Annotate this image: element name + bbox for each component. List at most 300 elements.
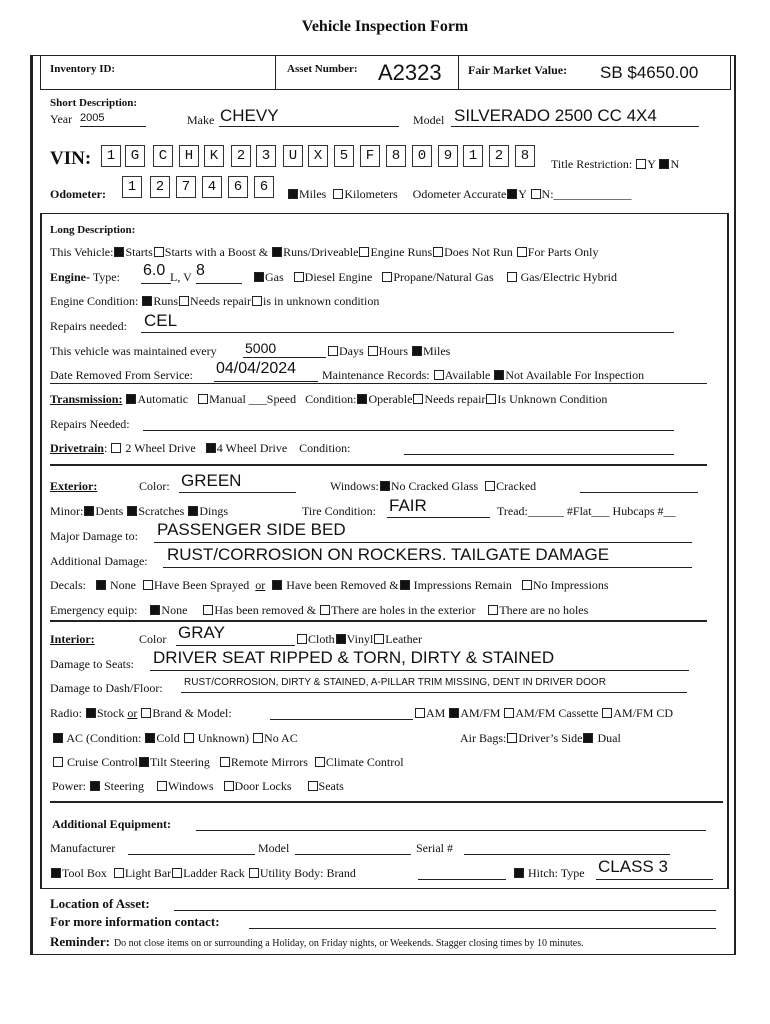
manufacturer-label: Manufacturer xyxy=(50,841,116,855)
seats-damage-line xyxy=(150,670,689,671)
ac-unknown-checkbox[interactable] xyxy=(184,733,194,743)
odo-accurate-y-checkbox[interactable] xyxy=(507,189,517,199)
vin-char-box[interactable]: X xyxy=(308,145,328,167)
hitch-checkbox[interactable] xyxy=(514,868,524,878)
hours-checkbox[interactable] xyxy=(368,346,378,356)
drivetrain-label: Drivetrain xyxy=(50,441,104,455)
title-restriction-label: Title Restriction: xyxy=(551,157,633,171)
starts-checkbox[interactable] xyxy=(114,247,124,257)
long-description-label: Long Description: xyxy=(50,224,136,236)
ac-unknown-label: Unknown) xyxy=(197,731,250,745)
has-been-removed-label: Has been removed & xyxy=(214,603,317,617)
odo-accurate-n-checkbox[interactable] xyxy=(531,189,541,199)
exterior-color-value[interactable]: GREEN xyxy=(181,471,242,490)
decals-none-checkbox[interactable] xyxy=(96,580,106,590)
no-holes-label: There are no holes xyxy=(499,603,589,617)
seats-damage-value[interactable]: DRIVER SEAT RIPPED & TORN, DIRTY & STAINED xyxy=(153,648,555,667)
form-title: Vehicle Inspection Form xyxy=(301,18,469,35)
emergency-label: Emergency equip: xyxy=(50,603,138,617)
four-wd-checkbox[interactable] xyxy=(206,443,216,453)
automatic-checkbox[interactable] xyxy=(126,394,136,404)
tread-label: Tread:______ #Flat___ Hubcaps #__ xyxy=(497,504,676,518)
engine-runs-checkbox[interactable] xyxy=(359,247,369,257)
no-impressions-label: No Impressions xyxy=(532,578,609,592)
engine-unknown-checkbox[interactable] xyxy=(252,296,262,306)
vin-char-box[interactable]: C xyxy=(153,145,173,167)
am-label: AM xyxy=(426,706,446,720)
vin-char-box[interactable]: F xyxy=(360,145,380,167)
trans-condition-label: Condition: xyxy=(305,392,357,406)
maintenance-records-row xyxy=(322,368,644,383)
vin-char-box[interactable]: U xyxy=(283,145,303,167)
brand-model-label: Brand & Model: xyxy=(152,706,232,720)
dings-label: Dings xyxy=(199,504,228,518)
days-label: Days xyxy=(339,344,364,358)
vin-char-box[interactable]: 5 xyxy=(334,145,354,167)
year-line xyxy=(80,126,146,127)
dents-checkbox[interactable] xyxy=(84,506,94,516)
for-parts-checkbox[interactable] xyxy=(517,247,527,257)
hitch-type-value[interactable]: CLASS 3 xyxy=(598,857,668,876)
reminder-label: Reminder: xyxy=(50,934,110,949)
manufacturer-line xyxy=(128,854,255,855)
dents-label: Dents xyxy=(95,504,124,518)
serial-label: Serial # xyxy=(416,841,453,855)
equip-model-label: Model xyxy=(258,841,290,855)
maintained-line xyxy=(243,357,326,358)
vin-char-box[interactable]: 3 xyxy=(256,145,276,167)
scratches-label: Scratches xyxy=(138,504,185,518)
cracked-line xyxy=(580,492,698,493)
does-not-run-label: Does Not Run xyxy=(444,245,513,259)
days-checkbox[interactable] xyxy=(328,346,338,356)
does-not-run-checkbox[interactable] xyxy=(433,247,443,257)
brand-model-checkbox[interactable] xyxy=(141,708,151,718)
fair-market-value[interactable]: SB $4650.00 xyxy=(600,63,699,82)
title-restriction xyxy=(551,157,679,172)
radio-types xyxy=(414,706,673,721)
header-divider-2 xyxy=(458,56,459,90)
engine-condition-label: Engine Condition: xyxy=(50,294,139,308)
two-wd-label: 2 Wheel Drive xyxy=(125,441,196,455)
title-n-label: N xyxy=(670,157,680,171)
drivetrain-row: Drivetrain: 2 Wheel Drive 4 Wheel Drive Condition: xyxy=(50,441,351,455)
tire-condition-label: Tire Condition: xyxy=(302,504,376,518)
date-removed-line xyxy=(214,381,318,382)
holes-checkbox[interactable] xyxy=(320,605,330,615)
model-line xyxy=(451,126,699,127)
repairs-needed-line xyxy=(141,332,674,333)
engine-condition-row xyxy=(50,294,379,309)
power-label: Power: xyxy=(52,779,86,793)
radio-row xyxy=(50,706,232,721)
records-available-label: Available xyxy=(444,368,491,382)
hours-label: Hours xyxy=(378,344,409,358)
upholstery-row xyxy=(296,632,422,647)
no-ac-label: No AC xyxy=(264,731,298,745)
odo-y-label: Y xyxy=(518,187,527,201)
vin-char-box[interactable]: 2 xyxy=(231,145,251,167)
removed-checkbox[interactable] xyxy=(272,580,282,590)
emergency-none-checkbox[interactable] xyxy=(150,605,160,615)
gas-checkbox[interactable] xyxy=(254,272,264,282)
trans-needs-repair-checkbox[interactable] xyxy=(413,394,423,404)
starts-boost-checkbox[interactable] xyxy=(154,247,164,257)
int-color-label: Color xyxy=(139,632,167,646)
make-value[interactable]: CHEVY xyxy=(220,106,279,125)
odometer-digit-box[interactable]: 4 xyxy=(202,176,222,198)
model-label: Model xyxy=(413,113,445,127)
vin-char-box[interactable]: 1 xyxy=(101,145,121,167)
odometer-label: Odometer: xyxy=(50,187,106,201)
cruise-label: Cruise Control xyxy=(67,755,138,769)
stock-checkbox[interactable] xyxy=(86,708,96,718)
maintained-units xyxy=(327,344,450,359)
emergency-none-label: None xyxy=(161,603,188,617)
kilometers-checkbox[interactable] xyxy=(333,189,343,199)
engine-liters-value[interactable]: 6.0 xyxy=(143,262,166,279)
power-steering-label: Steering xyxy=(104,779,144,793)
miles-label: Miles xyxy=(299,187,327,201)
miles-maint-label: Miles xyxy=(423,344,451,358)
brand-model-line xyxy=(270,719,413,720)
contact-label: For more information contact: xyxy=(50,914,220,929)
no-ac-checkbox[interactable] xyxy=(253,733,263,743)
door-locks-label: Door Locks xyxy=(234,779,292,793)
reminder-row xyxy=(50,933,584,951)
additional-equipment-label: Additional Equipment: xyxy=(52,817,172,831)
vin-char-box[interactable]: G xyxy=(125,145,145,167)
cruise-checkbox[interactable] xyxy=(53,757,63,767)
tilt-checkbox[interactable] xyxy=(139,757,149,767)
for-parts-label: For Parts Only xyxy=(527,245,599,259)
cracked-checkbox[interactable] xyxy=(485,481,495,491)
has-been-removed-checkbox[interactable] xyxy=(203,605,213,615)
location-line xyxy=(174,910,716,911)
tire-line xyxy=(387,517,490,518)
short-description-label: Short Description: xyxy=(50,97,138,109)
utility-body-checkbox[interactable] xyxy=(249,868,259,878)
starts-boost-label: Starts with a Boost & xyxy=(164,245,269,259)
vin-char-box[interactable]: 0 xyxy=(412,145,432,167)
engine-runs-label: Engine Runs xyxy=(370,245,433,259)
repairs-needed-value[interactable]: CEL xyxy=(144,311,178,330)
vin-char-box[interactable]: 9 xyxy=(438,145,458,167)
climate-checkbox[interactable] xyxy=(315,757,325,767)
ladder-rack-checkbox[interactable] xyxy=(172,868,182,878)
leather-checkbox[interactable] xyxy=(374,634,384,644)
engine-needs-repair-label: Needs repair xyxy=(190,294,251,308)
diesel-label: Diesel Engine xyxy=(304,270,373,284)
section-divider-2 xyxy=(50,620,707,622)
kilometers-label: Kilometers xyxy=(344,187,398,201)
windows-row xyxy=(330,479,536,494)
engine-type-label: Type: xyxy=(92,270,120,284)
additional-damage-label: Additional Damage: xyxy=(50,554,148,568)
manual-label: Manual ___Speed xyxy=(209,392,297,406)
vin-char-box[interactable]: 2 xyxy=(489,145,509,167)
odometer-digit-box[interactable]: 1 xyxy=(122,176,142,198)
starts-label: Starts xyxy=(125,245,153,259)
engine-runs-cond-label: Runs xyxy=(153,294,179,308)
engine-runs-cond-checkbox[interactable] xyxy=(142,296,152,306)
impressions-remain-checkbox[interactable] xyxy=(400,580,410,590)
trans-repairs-line xyxy=(143,430,674,431)
title-n-checkbox[interactable] xyxy=(659,159,669,169)
vin-char-box[interactable]: 8 xyxy=(386,145,406,167)
odometer-options xyxy=(287,187,632,202)
remote-mirrors-label: Remote Mirrors xyxy=(230,755,308,769)
holes-label: There are holes in the exterior xyxy=(331,603,476,617)
vehicle-status-row xyxy=(50,245,598,260)
vin-char-box[interactable]: 1 xyxy=(463,145,483,167)
transmission-row xyxy=(50,392,607,407)
sprayed-label: Have Been Sprayed xyxy=(153,578,250,592)
dash-damage-value[interactable]: RUST/CORROSION, DIRTY & STAINED, A-PILLAR TRIM MISSING, DENT IN DRIVER DOOR xyxy=(184,677,606,688)
decals-none-label: None xyxy=(109,578,136,592)
emergency-row xyxy=(50,603,588,618)
inventory-id-label: Inventory ID: xyxy=(50,63,116,75)
vin-char-box[interactable]: K xyxy=(204,145,224,167)
no-impressions-checkbox[interactable] xyxy=(522,580,532,590)
interior-label: Interior: xyxy=(50,632,95,646)
major-damage-line xyxy=(154,542,692,543)
trans-needs-repair-label: Needs repair xyxy=(424,392,486,406)
no-cracked-checkbox[interactable] xyxy=(380,481,390,491)
cloth-checkbox[interactable] xyxy=(297,634,307,644)
asset-number-label: Asset Number: xyxy=(287,63,358,75)
fair-market-value-label: Fair Market Value: xyxy=(468,63,568,77)
location-label: Location of Asset: xyxy=(50,896,150,911)
miles-checkbox[interactable] xyxy=(288,189,298,199)
hitch-line xyxy=(596,879,713,880)
year-value[interactable]: 2005 xyxy=(80,112,105,124)
section-divider-3 xyxy=(50,801,723,803)
exterior-label-row xyxy=(50,479,97,494)
dual-checkbox[interactable] xyxy=(583,733,593,743)
dings-checkbox[interactable] xyxy=(188,506,198,516)
minor-damage-row xyxy=(50,504,228,519)
ac-checkbox[interactable] xyxy=(53,733,63,743)
runs-driveable-checkbox[interactable] xyxy=(272,247,282,257)
decals-label: Decals: xyxy=(50,578,86,592)
operable-checkbox[interactable] xyxy=(357,394,367,404)
utility-brand-line xyxy=(418,879,506,880)
hitch-type-label: Hitch: Type xyxy=(528,866,585,880)
date-removed-value[interactable]: 04/04/2024 xyxy=(216,360,297,377)
date-removed-label: Date Removed From Service: xyxy=(50,368,193,382)
power-windows-checkbox[interactable] xyxy=(157,781,167,791)
maintained-value[interactable]: 5000 xyxy=(245,340,277,356)
section-divider-1 xyxy=(50,464,707,466)
remote-mirrors-checkbox[interactable] xyxy=(220,757,230,767)
drivers-side-label: Driver’s Side xyxy=(518,731,583,745)
hybrid-checkbox[interactable] xyxy=(507,272,517,282)
additional-equipment-line xyxy=(196,830,706,831)
tire-condition-value[interactable]: FAIR xyxy=(389,496,427,515)
odometer-digit-box[interactable]: 7 xyxy=(176,176,196,198)
odometer-digit-box[interactable]: 2 xyxy=(150,176,170,198)
records-not-available-label: Not Available For Inspection xyxy=(505,368,645,382)
major-damage-value[interactable]: PASSENGER SIDE BED xyxy=(157,520,346,539)
ext-color-label: Color: xyxy=(139,479,170,493)
trans-unknown-label: Is Unknown Condition xyxy=(497,392,608,406)
propane-label: Propane/Natural Gas xyxy=(393,270,494,284)
cloth-label: Cloth xyxy=(308,632,335,646)
transmission-label: Transmission: xyxy=(50,392,123,406)
ac-label: AC (Condition: xyxy=(66,731,142,745)
dash-damage-line xyxy=(181,692,687,693)
asset-number-value[interactable]: A2323 xyxy=(378,60,442,85)
amfm-cassette-checkbox[interactable] xyxy=(504,708,514,718)
engine-label: Engine- xyxy=(50,270,91,284)
repairs-needed-label: Repairs needed: xyxy=(50,319,127,333)
vinyl-label: Vinyl xyxy=(346,632,374,646)
hitch-row xyxy=(513,866,585,881)
ac-row xyxy=(52,731,298,746)
equipment-row xyxy=(50,866,356,881)
cold-label: Cold xyxy=(156,731,180,745)
radio-label: Radio: xyxy=(50,706,82,720)
climate-label: Climate Control xyxy=(325,755,404,769)
trans-repairs-label: Repairs Needed: xyxy=(50,417,130,431)
two-wd-checkbox[interactable] xyxy=(111,443,121,453)
power-windows-label: Windows xyxy=(168,779,214,793)
airbags-row xyxy=(460,731,621,746)
miles-maint-checkbox[interactable] xyxy=(412,346,422,356)
additional-damage-value[interactable]: RUST/CORROSION ON ROCKERS. TAILGATE DAMAGE xyxy=(167,545,610,564)
interior-label-row xyxy=(50,632,95,647)
propane-checkbox[interactable] xyxy=(382,272,392,282)
cracked-label: Cracked xyxy=(496,479,537,493)
amfm-cd-label: AM/FM CD xyxy=(613,706,674,720)
contact-line xyxy=(249,928,716,929)
vinyl-checkbox[interactable] xyxy=(336,634,346,644)
dual-label: Dual xyxy=(597,731,621,745)
title-y-checkbox[interactable] xyxy=(636,159,646,169)
maintenance-records-label: Maintenance Records: xyxy=(322,368,430,382)
cold-checkbox[interactable] xyxy=(145,733,155,743)
liters-line xyxy=(141,283,171,284)
engine-needs-repair-checkbox[interactable] xyxy=(179,296,189,306)
light-bar-checkbox[interactable] xyxy=(114,868,124,878)
light-bar-label: Light Bar xyxy=(124,866,172,880)
airbags-label: Air Bags: xyxy=(460,731,507,745)
additional-damage-line xyxy=(163,567,692,568)
door-locks-checkbox[interactable] xyxy=(224,781,234,791)
windows-label: Windows: xyxy=(330,479,379,493)
ladder-rack-label: Ladder Rack xyxy=(183,866,245,880)
decals-or: or xyxy=(255,578,266,592)
interior-color-value[interactable]: GRAY xyxy=(178,623,225,642)
runs-driveable-label: Runs/Driveable xyxy=(283,245,359,259)
exterior-label: Exterior: xyxy=(50,479,98,493)
decals-row xyxy=(50,578,609,593)
cyl-line xyxy=(196,283,242,284)
make-label: Make xyxy=(187,113,215,127)
automatic-label: Automatic xyxy=(137,392,189,406)
features-row xyxy=(52,755,404,770)
fuel-row xyxy=(253,270,617,285)
serial-line xyxy=(464,854,670,855)
four-wd-label: 4 Wheel Drive xyxy=(216,441,288,455)
utility-body-label: Utility Body: Brand xyxy=(259,866,356,880)
removed-label: Have been Removed & xyxy=(286,578,399,592)
year-label: Year xyxy=(50,112,73,126)
int-color-line xyxy=(176,645,295,646)
tool-box-checkbox[interactable] xyxy=(51,868,61,878)
vin-label: VIN: xyxy=(50,148,92,169)
reminder-text: Do not close items on or surrounding a Holiday, on Friday nights, or Weekends. Stagger closing times by 10 minutes. xyxy=(113,938,584,949)
hybrid-label: Gas/Electric Hybrid xyxy=(520,270,617,284)
engine-type-row xyxy=(50,270,120,285)
this-vehicle-label: This Vehicle: xyxy=(50,245,114,259)
tool-box-label: Tool Box xyxy=(62,866,107,880)
drive-condition-label: Condition: xyxy=(299,441,351,455)
records-available-checkbox[interactable] xyxy=(434,370,444,380)
drive-condition-line xyxy=(404,454,674,455)
power-seats-checkbox[interactable] xyxy=(308,781,318,791)
seats-damage-label: Damage to Seats: xyxy=(50,657,134,671)
trans-unknown-checkbox[interactable] xyxy=(486,394,496,404)
minor-label: Minor: xyxy=(50,504,84,518)
power-row xyxy=(52,779,344,794)
vin-char-box[interactable]: H xyxy=(179,145,199,167)
leather-label: Leather xyxy=(385,632,422,646)
sprayed-checkbox[interactable] xyxy=(143,580,153,590)
power-seats-label: Seats xyxy=(318,779,344,793)
equip-model-line xyxy=(295,854,411,855)
impressions-remain-label: Impressions Remain xyxy=(413,578,512,592)
operable-label: Operable xyxy=(368,392,413,406)
gas-label: Gas xyxy=(265,270,284,284)
manual-checkbox[interactable] xyxy=(198,394,208,404)
amfm-label: AM/FM xyxy=(460,706,501,720)
odometer-digit-box[interactable]: 6 xyxy=(254,176,274,198)
am-checkbox[interactable] xyxy=(415,708,425,718)
tilt-label: Tilt Steering xyxy=(150,755,210,769)
engine-unknown-label: is in unknown condition xyxy=(263,294,380,308)
header-divider-1 xyxy=(275,56,276,90)
no-cracked-label: No Cracked Glass xyxy=(390,479,479,493)
major-damage-label: Major Damage to: xyxy=(50,529,138,543)
no-holes-checkbox[interactable] xyxy=(488,605,498,615)
records-not-available-checkbox[interactable] xyxy=(494,370,504,380)
power-steering-checkbox[interactable] xyxy=(90,781,100,791)
amfm-checkbox[interactable] xyxy=(449,708,459,718)
model-value[interactable]: SILVERADO 2500 CC 4X4 xyxy=(454,106,657,125)
maintained-label: This vehicle was maintained every xyxy=(50,344,217,358)
diesel-checkbox[interactable] xyxy=(294,272,304,282)
l-v-label: L, V xyxy=(170,270,192,284)
vin-char-box[interactable]: 8 xyxy=(515,145,535,167)
amfm-cd-checkbox[interactable] xyxy=(602,708,612,718)
odometer-digit-box[interactable]: 6 xyxy=(228,176,248,198)
radio-or: or xyxy=(127,706,138,720)
scratches-checkbox[interactable] xyxy=(127,506,137,516)
date-row-underline xyxy=(50,383,707,384)
make-line xyxy=(219,126,399,127)
odometer-accurate-label: Odometer Accurate xyxy=(412,187,507,201)
dash-damage-label: Damage to Dash/Floor: xyxy=(50,681,163,695)
title-y-label: Y xyxy=(647,157,656,171)
stock-label: Stock xyxy=(97,706,125,720)
amfm-cassette-label: AM/FM Cassette xyxy=(515,706,599,720)
drivers-side-checkbox[interactable] xyxy=(507,733,517,743)
engine-cylinders-value[interactable]: 8 xyxy=(196,262,205,279)
ext-color-line xyxy=(179,492,296,493)
odo-n-label: N:_____________ xyxy=(541,187,632,201)
